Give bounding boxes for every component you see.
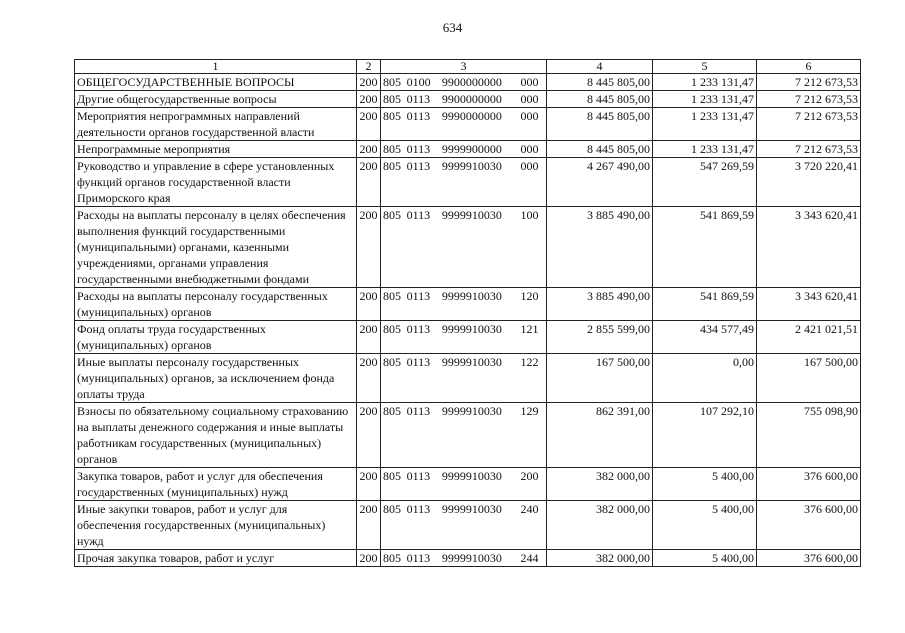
row-value-col5: 5 400,00 xyxy=(653,468,757,501)
target-article-code: 9999910030 xyxy=(441,208,502,222)
row-value-col6: 7 212 673,53 xyxy=(757,141,861,158)
target-article-code: 9990000000 xyxy=(441,109,502,123)
row-grbs-code: 200 xyxy=(357,403,381,468)
header-row xyxy=(75,60,861,74)
row-name: Взносы по обязательному социальному страхованию на выплаты денежного содержания и иные выплаты работникам государственных (муниципальных) органов xyxy=(75,403,357,468)
row-value-col4: 167 500,00 xyxy=(547,354,653,403)
subsection-code: 0100 xyxy=(406,75,431,89)
row-value-col6: 7 212 673,53 xyxy=(757,108,861,141)
row-name: Руководство и управление в сфере установленных функций органов государственной власти Приморского края xyxy=(75,158,357,207)
row-budget-code xyxy=(381,141,547,158)
table-row xyxy=(75,141,861,158)
subsection-code: 0113 xyxy=(406,551,431,565)
row-value-col6: 3 343 620,41 xyxy=(757,207,861,288)
expense-type-code: 000 xyxy=(520,92,539,106)
expense-type-code: 000 xyxy=(520,159,539,173)
row-value-col6: 167 500,00 xyxy=(757,354,861,403)
row-value-col6: 3 720 220,41 xyxy=(757,158,861,207)
section-code: 805 xyxy=(383,355,401,369)
column-header: 2 xyxy=(357,60,381,74)
row-value-col5: 5 400,00 xyxy=(653,550,757,567)
subsection-code: 0113 xyxy=(406,92,431,106)
row-name: Расходы на выплаты персоналу в целях обеспечения выполнения функций государственными (муниципальными) органами, казенными учреждениями, органами управления государственными внебюджетными фондами xyxy=(75,207,357,288)
row-value-col4: 3 885 490,00 xyxy=(547,207,653,288)
column-header: 3 xyxy=(381,60,547,74)
row-budget-code xyxy=(381,288,547,321)
row-value-col5: 107 292,10 xyxy=(653,403,757,468)
table-body xyxy=(75,74,861,567)
subsection-code: 0113 xyxy=(406,289,431,303)
row-grbs-code: 200 xyxy=(357,141,381,158)
subsection-code: 0113 xyxy=(406,142,431,156)
row-value-col4: 382 000,00 xyxy=(547,501,653,550)
row-value-col5: 1 233 131,47 xyxy=(653,91,757,108)
subsection-code: 0113 xyxy=(406,355,431,369)
row-value-col6: 755 098,90 xyxy=(757,403,861,468)
table-row xyxy=(75,74,861,91)
row-name: Фонд оплаты труда государственных (муниципальных) органов xyxy=(75,321,357,354)
row-value-col5: 0,00 xyxy=(653,354,757,403)
row-value-col6: 376 600,00 xyxy=(757,501,861,550)
target-article-code: 9999910030 xyxy=(441,355,502,369)
section-code: 805 xyxy=(383,109,401,123)
subsection-code: 0113 xyxy=(406,159,431,173)
row-name: Другие общегосударственные вопросы xyxy=(75,91,357,108)
expense-type-code: 121 xyxy=(520,322,539,336)
row-name: ОБЩЕГОСУДАРСТВЕННЫЕ ВОПРОСЫ xyxy=(75,74,357,91)
row-value-col5: 541 869,59 xyxy=(653,288,757,321)
row-value-col4: 8 445 805,00 xyxy=(547,141,653,158)
row-value-col4: 8 445 805,00 xyxy=(547,108,653,141)
row-budget-code xyxy=(381,550,547,567)
section-code: 805 xyxy=(383,502,401,516)
table-row xyxy=(75,91,861,108)
expense-type-code: 129 xyxy=(520,404,539,418)
row-value-col4: 3 885 490,00 xyxy=(547,288,653,321)
row-name: Мероприятия непрограммных направлений деятельности органов государственной власти xyxy=(75,108,357,141)
subsection-code: 0113 xyxy=(406,322,431,336)
target-article-code: 9999910030 xyxy=(441,502,502,516)
row-grbs-code: 200 xyxy=(357,321,381,354)
expense-type-code: 200 xyxy=(520,469,539,483)
row-value-col6: 2 421 021,51 xyxy=(757,321,861,354)
row-budget-code xyxy=(381,354,547,403)
target-article-code: 9999910030 xyxy=(441,322,502,336)
row-grbs-code: 200 xyxy=(357,501,381,550)
subsection-code: 0113 xyxy=(406,404,431,418)
row-name: Непрограммные мероприятия xyxy=(75,141,357,158)
row-value-col5: 1 233 131,47 xyxy=(653,108,757,141)
column-header: 4 xyxy=(547,60,653,74)
table-row xyxy=(75,321,861,354)
table-row xyxy=(75,288,861,321)
budget-table xyxy=(74,59,861,567)
table-header xyxy=(75,60,861,74)
row-name: Иные закупки товаров, работ и услуг для обеспечения государственных (муниципальных) нужд xyxy=(75,501,357,550)
expense-type-code: 000 xyxy=(520,75,539,89)
subsection-code: 0113 xyxy=(406,109,431,123)
table-row xyxy=(75,158,861,207)
subsection-code: 0113 xyxy=(406,208,431,222)
row-grbs-code: 200 xyxy=(357,288,381,321)
row-grbs-code: 200 xyxy=(357,550,381,567)
row-budget-code xyxy=(381,501,547,550)
section-code: 805 xyxy=(383,92,401,106)
row-name: Иные выплаты персоналу государственных (муниципальных) органов, за исключением фонда оплаты труда xyxy=(75,354,357,403)
row-value-col4: 4 267 490,00 xyxy=(547,158,653,207)
expense-type-code: 000 xyxy=(520,142,539,156)
table-row xyxy=(75,550,861,567)
row-value-col6: 376 600,00 xyxy=(757,468,861,501)
column-header: 1 xyxy=(75,60,357,74)
row-grbs-code: 200 xyxy=(357,354,381,403)
expense-type-code: 122 xyxy=(520,355,539,369)
target-article-code: 9999910030 xyxy=(441,404,502,418)
target-article-code: 9999910030 xyxy=(441,289,502,303)
table-row xyxy=(75,468,861,501)
section-code: 805 xyxy=(383,142,401,156)
expense-type-code: 100 xyxy=(520,208,539,222)
expense-type-code: 244 xyxy=(520,551,539,565)
row-grbs-code: 200 xyxy=(357,207,381,288)
row-value-col4: 862 391,00 xyxy=(547,403,653,468)
section-code: 805 xyxy=(383,208,401,222)
row-budget-code xyxy=(381,91,547,108)
target-article-code: 9900000000 xyxy=(441,92,502,106)
row-value-col5: 1 233 131,47 xyxy=(653,141,757,158)
table-row xyxy=(75,207,861,288)
table-row xyxy=(75,354,861,403)
row-value-col5: 434 577,49 xyxy=(653,321,757,354)
row-value-col6: 7 212 673,53 xyxy=(757,91,861,108)
row-value-col5: 1 233 131,47 xyxy=(653,74,757,91)
row-value-col5: 5 400,00 xyxy=(653,501,757,550)
row-value-col5: 541 869,59 xyxy=(653,207,757,288)
row-budget-code xyxy=(381,321,547,354)
row-name: Расходы на выплаты персоналу государственных (муниципальных) органов xyxy=(75,288,357,321)
row-value-col4: 2 855 599,00 xyxy=(547,321,653,354)
expense-type-code: 120 xyxy=(520,289,539,303)
row-grbs-code: 200 xyxy=(357,74,381,91)
row-value-col6: 376 600,00 xyxy=(757,550,861,567)
row-budget-code xyxy=(381,158,547,207)
table-row xyxy=(75,501,861,550)
row-budget-code xyxy=(381,108,547,141)
row-value-col5: 547 269,59 xyxy=(653,158,757,207)
page-number: 634 xyxy=(442,20,463,35)
row-name: Прочая закупка товаров, работ и услуг xyxy=(75,550,357,567)
section-code: 805 xyxy=(383,551,401,565)
section-code: 805 xyxy=(383,289,401,303)
column-header: 6 xyxy=(757,60,861,74)
subsection-code: 0113 xyxy=(406,469,431,483)
target-article-code: 9999900000 xyxy=(441,142,502,156)
row-grbs-code: 200 xyxy=(357,91,381,108)
row-budget-code xyxy=(381,468,547,501)
section-code: 805 xyxy=(383,159,401,173)
table-row xyxy=(75,108,861,141)
target-article-code: 9999910030 xyxy=(441,551,502,565)
row-budget-code xyxy=(381,403,547,468)
row-grbs-code: 200 xyxy=(357,108,381,141)
row-budget-code xyxy=(381,207,547,288)
row-value-col4: 382 000,00 xyxy=(547,468,653,501)
expense-type-code: 240 xyxy=(520,502,539,516)
section-code: 805 xyxy=(383,404,401,418)
expense-type-code: 000 xyxy=(520,109,539,123)
target-article-code: 9999910030 xyxy=(441,469,502,483)
row-value-col4: 8 445 805,00 xyxy=(547,74,653,91)
row-grbs-code: 200 xyxy=(357,468,381,501)
row-value-col6: 7 212 673,53 xyxy=(757,74,861,91)
section-code: 805 xyxy=(383,75,401,89)
row-budget-code xyxy=(381,74,547,91)
row-value-col4: 382 000,00 xyxy=(547,550,653,567)
subsection-code: 0113 xyxy=(406,502,431,516)
target-article-code: 9900000000 xyxy=(441,75,502,89)
row-name: Закупка товаров, работ и услуг для обеспечения государственных (муниципальных) нужд xyxy=(75,468,357,501)
row-value-col6: 3 343 620,41 xyxy=(757,288,861,321)
table-row xyxy=(75,403,861,468)
section-code: 805 xyxy=(383,469,401,483)
row-grbs-code: 200 xyxy=(357,158,381,207)
column-header: 5 xyxy=(653,60,757,74)
section-code: 805 xyxy=(383,322,401,336)
target-article-code: 9999910030 xyxy=(441,159,502,173)
row-value-col4: 8 445 805,00 xyxy=(547,91,653,108)
